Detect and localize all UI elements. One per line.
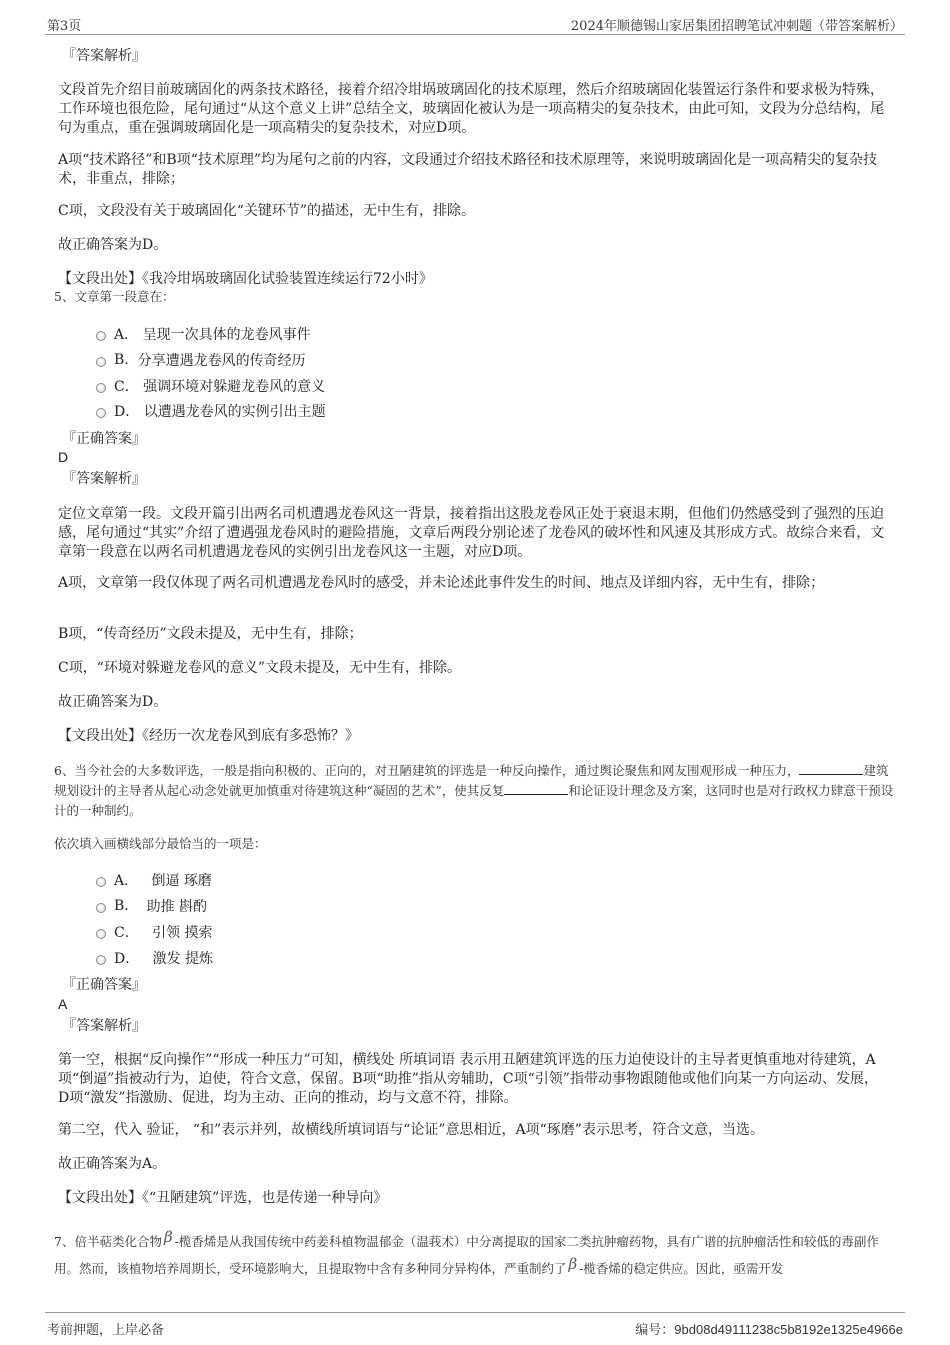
q5-analysis-p4: C项，“环境对躲避龙卷风的意义”文段未提及，无中生有，排除。 — [58, 660, 462, 676]
radio-icon[interactable] — [96, 408, 106, 418]
q5-option-d[interactable] — [96, 401, 326, 421]
option-letter: D． — [114, 951, 140, 967]
q7-stem-part1: 7、倍半萜类化合物 — [54, 1234, 162, 1249]
q5-analysis-p1: 定位文章第一段。文段开篇引出两名司机遭遇龙卷风这一背景，接着指出这股龙卷风正处于衰退末期，但他们仍然感受到了强烈的压迫感，尾句通过“其实”介绍了遭遇强龙卷风时的避险措施，文章后两段分别论述了龙卷风的破坏性和风速及其形成方式。故综合来看，文章第一段意在以两名司机遭遇龙卷风的实例引出龙卷风这一主题，对应D项。 — [58, 506, 885, 560]
q4-analysis-heading: 『答案解析』 — [62, 48, 146, 64]
radio-icon[interactable] — [96, 383, 106, 393]
page-header — [45, 12, 905, 35]
q5-analysis-p5: 故正确答案为D。 — [58, 694, 168, 710]
q6-option-a[interactable] — [96, 870, 212, 890]
q6-correct-heading: 『正确答案』 — [62, 977, 146, 993]
option-letter: A． — [114, 327, 139, 343]
q5-option-b[interactable] — [96, 350, 306, 370]
radio-icon[interactable] — [96, 331, 106, 341]
q4-analysis-p2: A项“技术路径”和B项“技术原理”均为尾句之前的内容，文段通过介绍技术路径和技术原理等，来说明玻璃固化是一项高精尖的复杂技术，非重点，排除； — [58, 152, 878, 187]
q6-analysis-heading: 『答案解析』 — [62, 1018, 146, 1034]
q4-analysis-p1: 文段首先介绍目前玻璃固化的两条技术路径，接着介绍冷坩埚玻璃固化的技术原理，然后介绍玻璃固化装置运行条件和要求极为特殊，工作环境也很危险，尾句通过“从这个意义上讲”总结全文，玻璃固化被认为是一项高精尖的复杂技术，由此可知，文段为分总结构，尾句为重点，重在强调玻璃固化是一项高精尖的复杂技术，对应D项。 — [58, 82, 885, 136]
q7-stem — [54, 1228, 899, 1282]
q5-option-a[interactable] — [96, 324, 311, 344]
q4-analysis-p3: C项，文段没有关于玻璃固化“关键环节”的描述，无中生有，排除。 — [58, 203, 476, 219]
radio-icon[interactable] — [96, 877, 106, 887]
option-letter: B. — [114, 352, 129, 368]
option-letter: C． — [114, 379, 139, 395]
option-letter: B. — [114, 898, 129, 914]
q7-stem-part3: -榄香烯的稳定供应。因此，亟需开发 — [579, 1261, 784, 1276]
q6-analysis-p3: 故正确答案为A。 — [58, 1156, 167, 1172]
q6-source: 【文段出处】《“丑陋建筑”评选，也是传递一种导向》 — [58, 1190, 388, 1206]
q5-option-c[interactable] — [96, 376, 325, 396]
beta-symbol: β — [163, 1228, 173, 1246]
page-number: 第3页 — [47, 19, 82, 34]
radio-icon[interactable] — [96, 903, 106, 913]
q5-analysis-p3: B项，“传奇经历”文段未提及，无中生有，排除； — [58, 626, 363, 642]
option-text: 呈现一次具体的龙卷风事件 — [142, 327, 311, 343]
q5-analysis-p2: A项，文章第一段仅体现了两名司机遭遇龙卷风时的感受，并未论述此事件发生的时间、地点及详细内容，无中生有，排除； — [58, 575, 825, 591]
q4-source: 【文段出处】《我冷坩埚玻璃固化试验装置连续运行72小时》 — [58, 271, 433, 287]
q6-stem-part2: 建筑规划设计的主导者从起心动念处就更加慎重对待建筑这种“凝固的艺术”，使其反复 — [54, 763, 889, 798]
q6-stem — [54, 761, 899, 821]
option-letter: A． — [114, 873, 139, 889]
option-letter: D． — [114, 404, 140, 420]
q5-stem: 5、文章第一段意在： — [54, 289, 175, 304]
option-letter: C． — [114, 925, 139, 941]
document-code: 编号：9bd08d49111238c5b8192e1325e4966e — [635, 1322, 903, 1337]
option-text: 分享遭遇龙卷风的传奇经历 — [137, 353, 306, 369]
q5-correct-heading: 『正确答案』 — [62, 431, 146, 447]
option-text: 激发 提炼 — [152, 951, 214, 967]
q5-correct-answer: D — [58, 449, 69, 465]
q7-stem-part2: -榄香烯是从我国传统中药姜科植物温郁金（温莪术）中分离提取的国家二类抗肿瘤药物，具有广谱的抗肿瘤活性和较低的毒副作用。然而，该植物培养周期长，受环境影响大，且提取物中含有多种同分异构体，严重制约了 — [54, 1234, 879, 1276]
answer-blank-2 — [504, 782, 568, 795]
q6-correct-answer: A — [58, 996, 68, 1012]
option-text: 强调环境对躲避龙卷风的意义 — [143, 379, 326, 395]
q6-option-b[interactable] — [96, 896, 207, 916]
q6-stem-part1: 6、当今社会的大多数评选，一般是指向积极的、正向的，对丑陋建筑的评选是一种反向操作，通过舆论聚焦和网友围观形成一种压力， — [54, 763, 800, 778]
option-text: 以遭遇龙卷风的实例引出主题 — [143, 404, 326, 420]
q6-stem-part3: 和论证设计理念及方案，这同时也是对行政权力肆意干预设计的一种制约。 — [54, 783, 894, 818]
radio-icon[interactable] — [96, 955, 106, 965]
q6-analysis-p2: 第二空，代入 验证， “和”表示并列，故横线所填词语与“论证”意思相近，A项“琢磨”表示思考，符合文意，当选。 — [58, 1122, 764, 1138]
option-text: 助推 斟酌 — [146, 899, 208, 915]
q6-analysis-p1: 第一空，根据“反向操作”“形成一种压力”可知，横线处 所填词语 表示用丑陋建筑评选的压力迫使设计的主导者更慎重地对待建筑，A项“倒逼”指被动行为，迫使，符合文意，保留。B项“助推”指从旁辅助，C项“引领”指带动事物跟随他或他们向某一方向运动、发展，D项“激发”指激励、促进，均为主动、正向的推动，均与文意不符，排除。 — [58, 1052, 878, 1106]
footer-slogan: 考前押题，上岸必备 — [47, 1323, 165, 1338]
radio-icon[interactable] — [96, 929, 106, 939]
q6-option-d[interactable] — [96, 948, 213, 968]
beta-symbol: β — [568, 1255, 578, 1273]
q6-prompt: 依次填入画横线部分最恰当的一项是： — [54, 836, 267, 851]
radio-icon[interactable] — [96, 357, 106, 367]
q5-analysis-heading: 『答案解析』 — [62, 471, 146, 487]
option-text: 引领 摸索 — [152, 925, 213, 941]
q5-source: 【文段出处】《经历一次龙卷风到底有多恐怖？》 — [58, 728, 359, 744]
answer-blank-1 — [799, 762, 863, 775]
document-title: 2024年顺德锡山家居集团招聘笔试冲刺题（带答案解析） — [570, 19, 903, 34]
q4-analysis-p4: 故正确答案为D。 — [58, 237, 168, 253]
q6-option-c[interactable] — [96, 922, 213, 942]
option-text: 倒逼 琢磨 — [151, 873, 212, 889]
page-footer — [45, 1312, 905, 1339]
